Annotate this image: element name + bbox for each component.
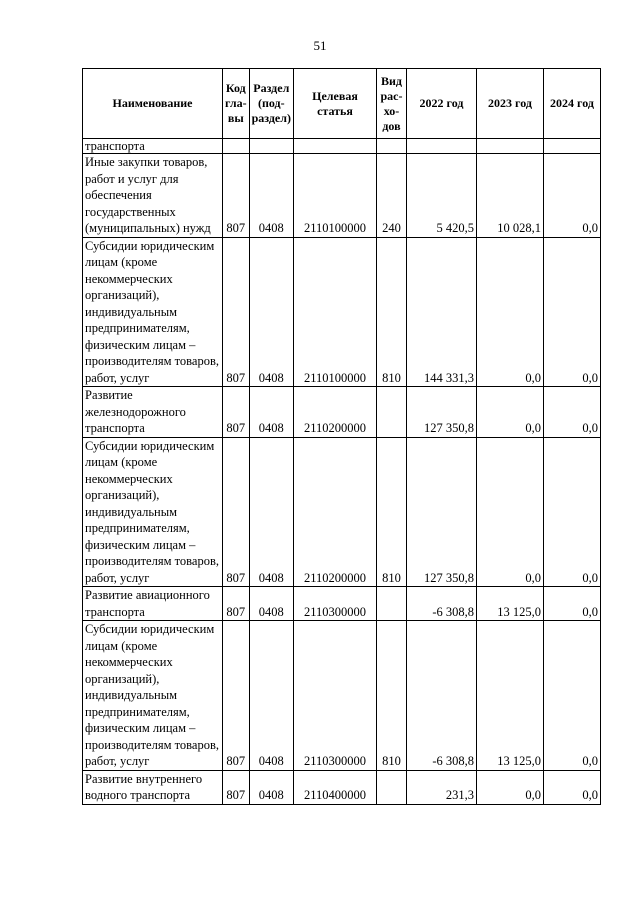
row-code xyxy=(223,139,250,154)
row-name: Субсидии юридическим лицам (кроме некоммерческих организаций), индивидуальным предпринимателям, физическим лицам – производителям товаров, работ, услуг xyxy=(83,237,223,387)
table-row xyxy=(83,621,601,771)
header-2024: 2024 год xyxy=(543,69,600,139)
row-target xyxy=(293,139,376,154)
row-2024: 0,0 xyxy=(543,237,600,387)
table-row xyxy=(83,237,601,387)
row-type xyxy=(376,587,406,621)
row-type: 240 xyxy=(376,154,406,238)
row-2024: 0,0 xyxy=(543,587,600,621)
row-2024: 0,0 xyxy=(543,154,600,238)
row-type xyxy=(376,770,406,804)
header-code: Код гла-вы xyxy=(223,69,250,139)
header-name: Наименование xyxy=(83,69,223,139)
row-target: 2110100000 xyxy=(293,154,376,238)
row-name: Субсидии юридическим лицам (кроме некоммерческих организаций), индивидуальным предпринимателям, физическим лицам – производителям товаров, работ, услуг xyxy=(83,621,223,771)
header-expense-type: Вид рас-хо-дов xyxy=(376,69,406,139)
row-target: 2110300000 xyxy=(293,587,376,621)
row-2024: 0,0 xyxy=(543,770,600,804)
row-type: 810 xyxy=(376,621,406,771)
header-2023: 2023 год xyxy=(476,69,543,139)
row-2024: 0,0 xyxy=(543,387,600,438)
row-target: 2110300000 xyxy=(293,621,376,771)
row-section: 0408 xyxy=(249,437,293,587)
row-type xyxy=(376,139,406,154)
row-2022: 5 420,5 xyxy=(406,154,476,238)
row-target: 2110200000 xyxy=(293,387,376,438)
header-section: Раздел (под-раздел) xyxy=(249,69,293,139)
row-name: Субсидии юридическим лицам (кроме некоммерческих организаций), индивидуальным предпринимателям, физическим лицам – производителям товаров, работ, услуг xyxy=(83,437,223,587)
row-section xyxy=(249,139,293,154)
row-type: 810 xyxy=(376,237,406,387)
row-2022: 127 350,8 xyxy=(406,437,476,587)
row-code: 807 xyxy=(223,154,250,238)
row-2023: 13 125,0 xyxy=(476,621,543,771)
table-row xyxy=(83,587,601,621)
row-code: 807 xyxy=(223,237,250,387)
row-name: Развитие железнодорожного транспорта xyxy=(83,387,223,438)
header-2022: 2022 год xyxy=(406,69,476,139)
row-code: 807 xyxy=(223,587,250,621)
row-section: 0408 xyxy=(249,770,293,804)
table-row xyxy=(83,770,601,804)
row-2024: 0,0 xyxy=(543,621,600,771)
table-row xyxy=(83,437,601,587)
row-name: Развитие авиационного транспорта xyxy=(83,587,223,621)
budget-table xyxy=(82,68,601,805)
row-target: 2110400000 xyxy=(293,770,376,804)
row-2023: 10 028,1 xyxy=(476,154,543,238)
row-section: 0408 xyxy=(249,154,293,238)
row-2022 xyxy=(406,139,476,154)
row-section: 0408 xyxy=(249,621,293,771)
row-2024: 0,0 xyxy=(543,437,600,587)
row-target: 2110100000 xyxy=(293,237,376,387)
row-2023: 13 125,0 xyxy=(476,587,543,621)
row-target: 2110200000 xyxy=(293,437,376,587)
row-2023 xyxy=(476,139,543,154)
row-2022: -6 308,8 xyxy=(406,587,476,621)
row-2022: -6 308,8 xyxy=(406,621,476,771)
row-2022: 231,3 xyxy=(406,770,476,804)
row-name: Развитие внутреннего водного транспорта xyxy=(83,770,223,804)
row-2023: 0,0 xyxy=(476,770,543,804)
row-section: 0408 xyxy=(249,387,293,438)
row-section: 0408 xyxy=(249,587,293,621)
table-row xyxy=(83,387,601,438)
row-name: Иные закупки товаров, работ и услуг для обеспечения государственных (муниципальных) нужд xyxy=(83,154,223,238)
row-code: 807 xyxy=(223,437,250,587)
row-section: 0408 xyxy=(249,237,293,387)
table-row xyxy=(83,154,601,238)
row-type xyxy=(376,387,406,438)
row-code: 807 xyxy=(223,770,250,804)
row-type: 810 xyxy=(376,437,406,587)
row-2022: 144 331,3 xyxy=(406,237,476,387)
page-number: 51 xyxy=(313,38,327,53)
row-2023: 0,0 xyxy=(476,237,543,387)
row-name: транспорта xyxy=(83,139,223,154)
row-2024 xyxy=(543,139,600,154)
row-code: 807 xyxy=(223,621,250,771)
row-2023: 0,0 xyxy=(476,387,543,438)
table-row xyxy=(83,139,601,154)
row-2023: 0,0 xyxy=(476,437,543,587)
header-target: Целевая статья xyxy=(293,69,376,139)
row-code: 807 xyxy=(223,387,250,438)
row-2022: 127 350,8 xyxy=(406,387,476,438)
